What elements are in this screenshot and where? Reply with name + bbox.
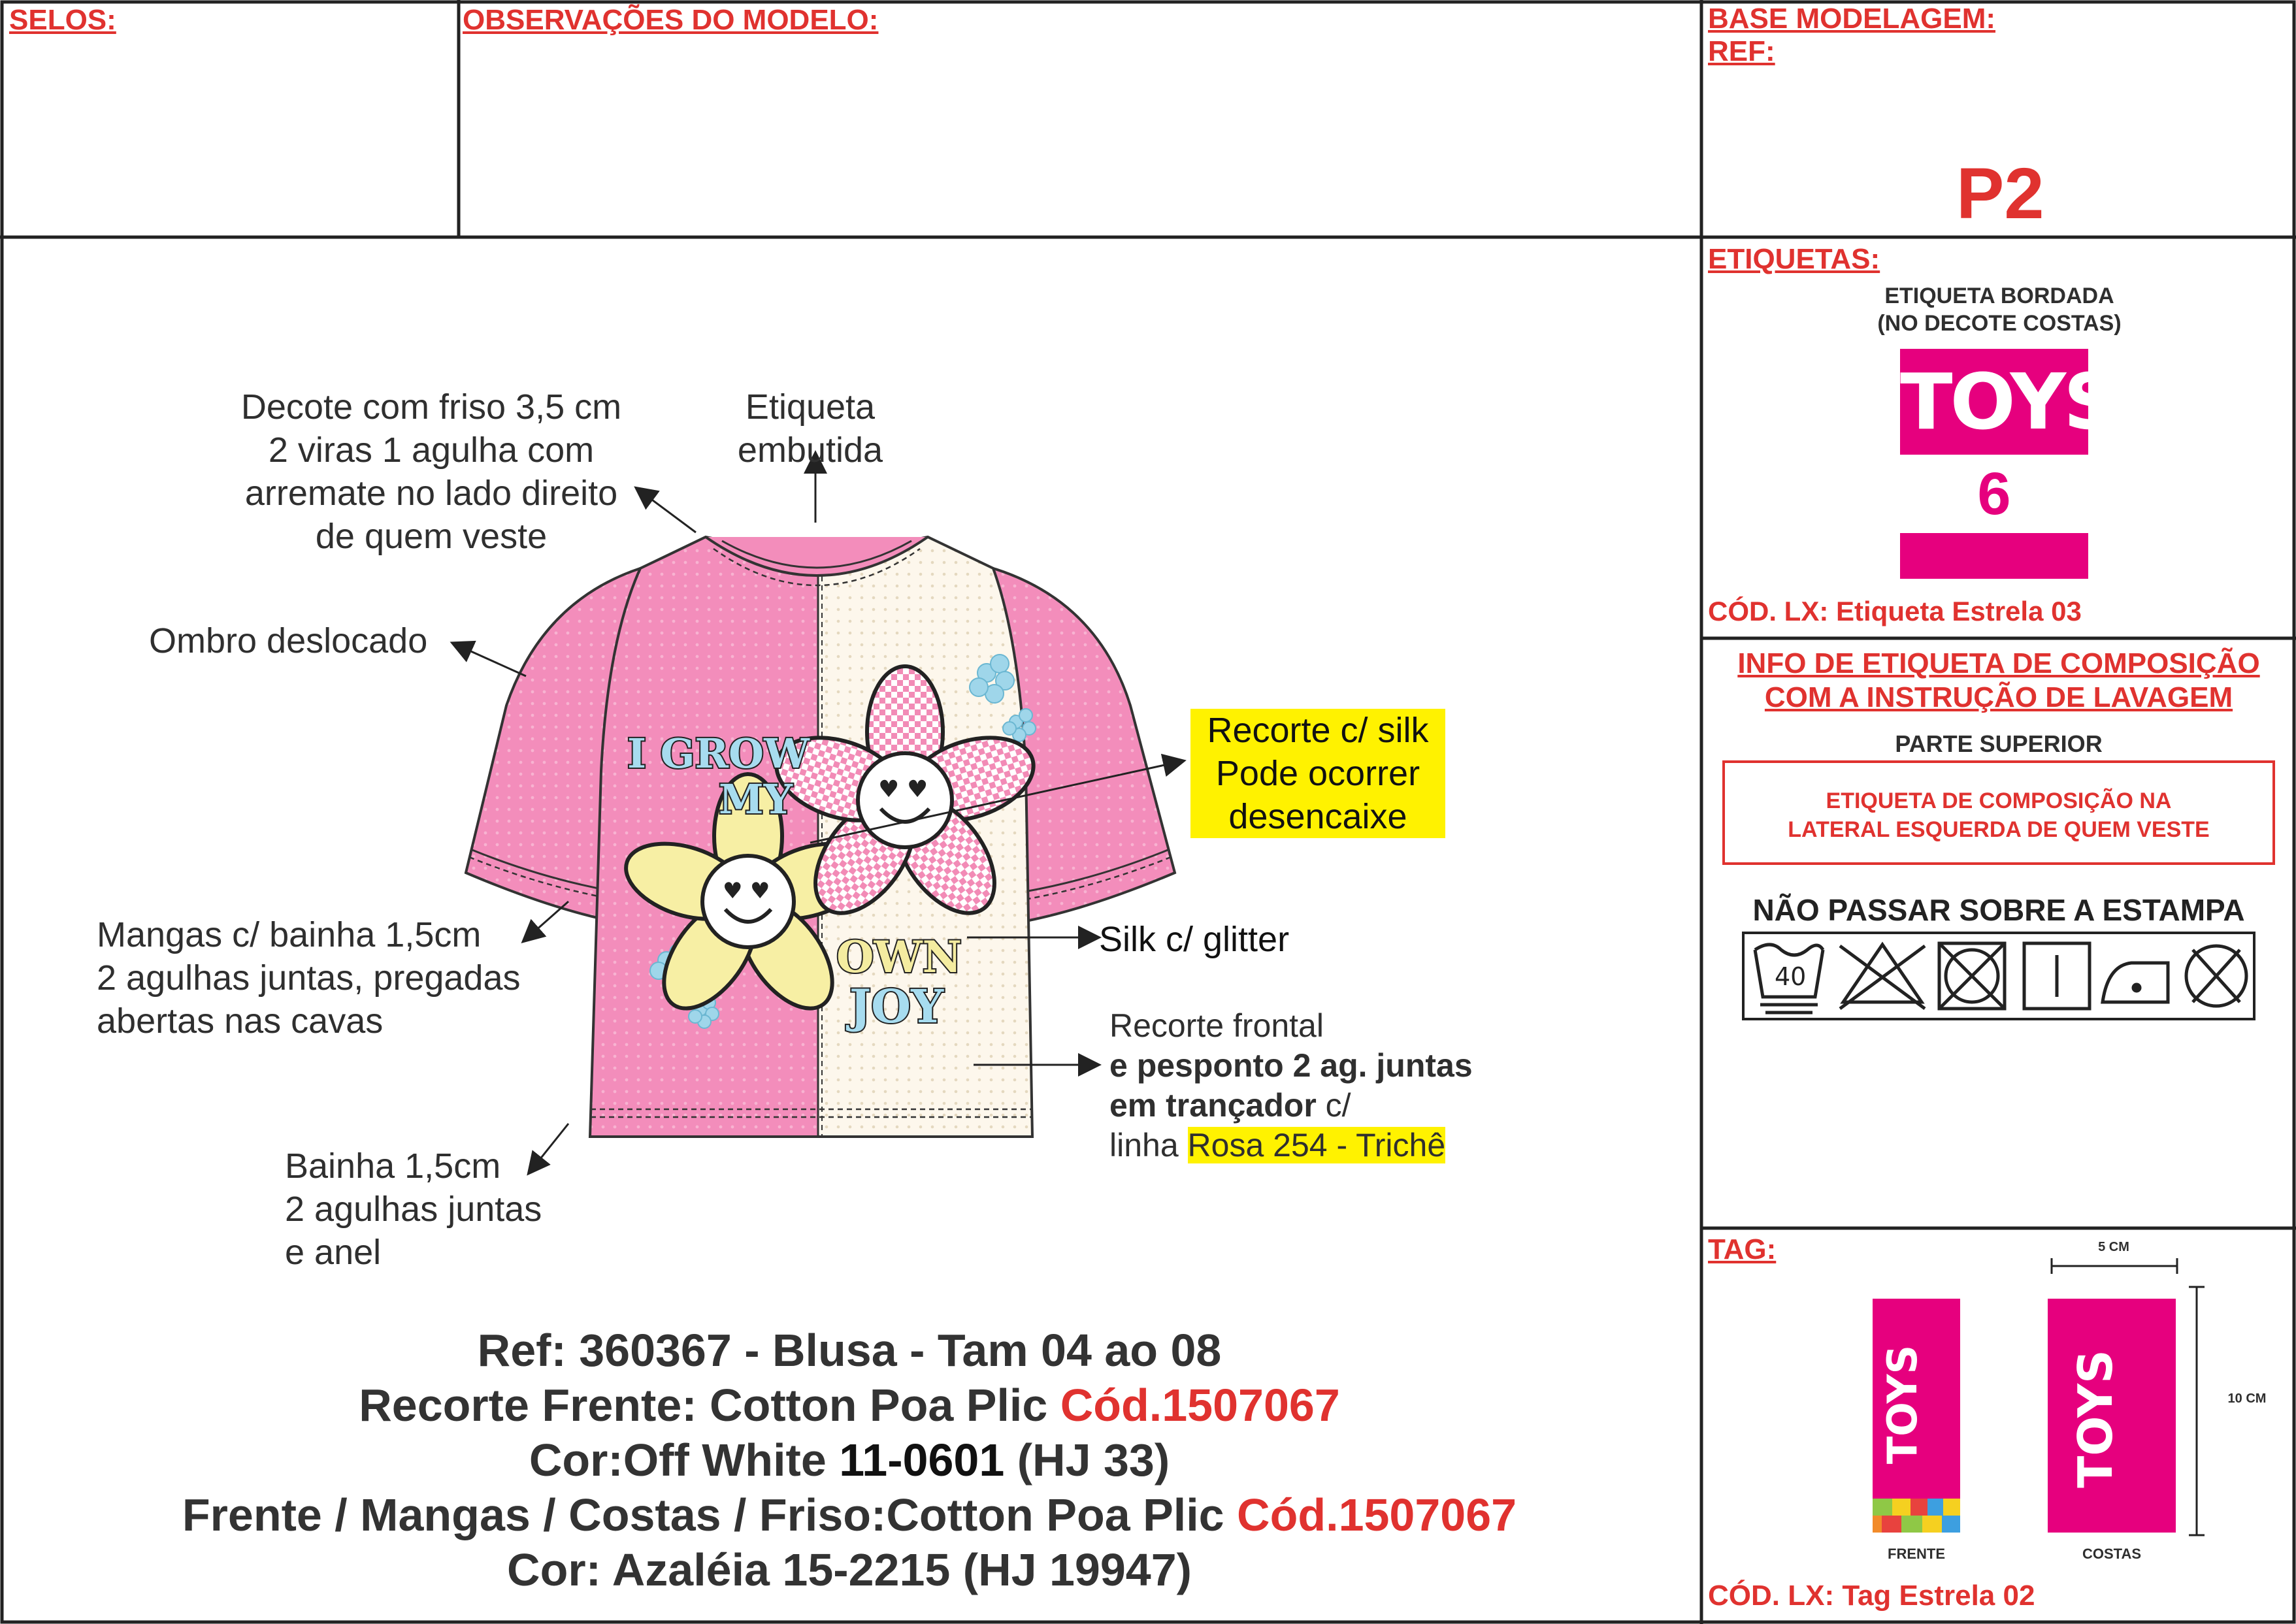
etiqueta-cod: CÓD. LX: Etiqueta Estrela 03 [1708,596,2082,626]
line-dry-icon [2024,943,2090,1009]
summary-recorte-frente: Recorte Frente: Cotton Poa Plic Cód.1507067 [359,1380,1340,1431]
note-decote: Decote com friso 3,5 cm 2 viras 1 agulha com arremate no lado direito de quem veste [240,387,622,556]
etiqueta-brand-block [1900,349,2117,455]
etiqueta-brand-logo: TOYS [1900,357,2117,447]
etiquetas-header: ETIQUETAS: [1708,243,1880,275]
tag-height-label: 10 CM [2227,1391,2267,1406]
care-symbols [1742,932,2255,1020]
note-mangas: Mangas c/ bainha 1,5cm 2 agulhas juntas, pregadas abertas nas cavas [97,915,521,1041]
no-dry-clean-icon [2186,946,2246,1006]
summary-frente-mangas: Frente / Mangas / Costas / Friso:Cotton Poa Plic Cód.1507067 [182,1489,1517,1540]
ref-header: REF: [1708,35,1775,67]
tag-back-brand: TOYS [2068,1350,2123,1488]
tag-front-brand: TOYS [1878,1344,1926,1465]
composicao-box: ETIQUETA DE COMPOSIÇÃO NA LATERAL ESQUERDA DE QUEM VESTE [1722,760,2275,865]
note-etiqueta-embutida: Etiqueta embutida [737,387,883,470]
svg-text:♥: ♥ [723,878,743,904]
print-text-own: OWN [836,932,962,983]
no-bleach-icon [1840,945,1925,1009]
tag-back [2048,1299,2176,1533]
svg-text:40: 40 [1775,962,1807,991]
composicao-title: INFO DE ETIQUETA DE COMPOSIÇÃO COM A INSTRUÇÃO DE LAVAGEM [1737,647,2260,713]
composicao-warning: NÃO PASSAR SOBRE A ESTAMPA [1752,893,2245,927]
tag-cod: CÓD. LX: Tag Estrela 02 [1708,1580,2035,1612]
etiqueta-bordada-title: ETIQUETA BORDADA (NO DECOTE COSTAS) [1877,284,2122,336]
observacoes-header: OBSERVAÇÕES DO MODELO: [463,4,879,36]
summary-cor-azaleia: Cor: Azaléia 15-2215 (HJ 19947) [507,1544,1192,1595]
print-text-i-grow: I GROW [627,730,810,777]
note-recorte-frontal: Recorte frontal e pesponto 2 ag. juntas em trançador c/ linha Rosa 254 - Trichê [1109,1007,1473,1163]
summary-cor-off-white: Cor:Off White 11-0601 (HJ 33) [529,1435,1170,1486]
iron-low-icon [2103,963,2168,1002]
etiqueta-size: 6 [1900,455,2088,533]
wash-40-icon [1755,945,1823,1013]
base-modelagem-header: BASE MODELAGEM: [1708,3,1995,35]
selos-header: SELOS: [9,4,116,36]
tag-header: TAG: [1708,1233,1777,1265]
svg-text:♥: ♥ [907,776,928,803]
composicao-parte: PARTE SUPERIOR [1895,730,2103,757]
tag-costas-label: COSTAS [2082,1546,2142,1562]
etiqueta-bottom-band [1900,533,2088,579]
svg-text:♥: ♥ [878,776,900,803]
note-recorte-silk: Recorte c/ silk Pode ocorrer desencaixe [1190,709,1445,838]
no-tumble-dry-icon [1939,943,2005,1009]
tag-width-label: 5 CM [2098,1240,2129,1254]
note-silk-glitter: Silk c/ glitter [1099,920,1290,959]
print-text-joy: JOY [849,979,944,1033]
note-bainha: Bainha 1,5cm 2 agulhas juntas e anel [285,1146,542,1272]
tag-front [1873,1299,1960,1533]
tag-frente-label: FRENTE [1888,1546,1945,1562]
note-ombro: Ombro deslocado [149,621,428,660]
svg-text:♥: ♥ [750,878,770,904]
summary-ref: Ref: 360367 - Blusa - Tam 04 ao 08 [477,1325,1222,1376]
print-text-my: MY [719,775,793,823]
base-size-p2: P2 [1956,154,2044,234]
